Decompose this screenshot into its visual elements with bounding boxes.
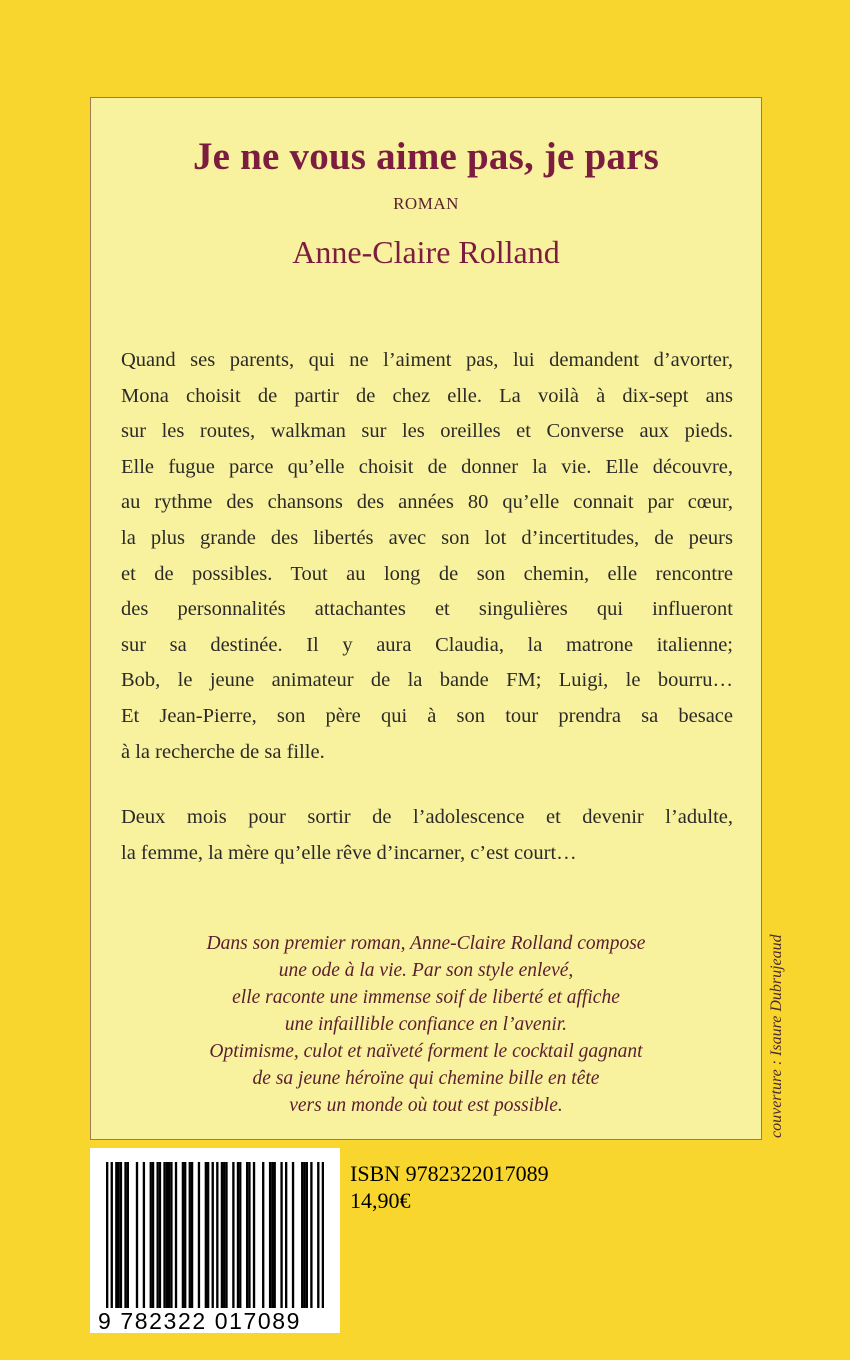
review-line: de sa jeune héroïne qui chemine bille en tête <box>252 1068 600 1089</box>
barcode-bar <box>124 1162 126 1308</box>
barcode-bar <box>269 1162 271 1308</box>
barcode-bar <box>182 1162 184 1308</box>
barcode-bar <box>317 1162 319 1308</box>
review-line: Optimisme, culot et naïveté forment le cocktail gagnant <box>209 1041 643 1062</box>
barcode-bars <box>106 1162 324 1308</box>
barcode-bar <box>117 1162 119 1308</box>
blurb-line: à la recherche de sa fille. <box>121 740 325 763</box>
barcode-bar <box>271 1162 273 1308</box>
barcode-bar <box>322 1162 324 1308</box>
cover-credit: couverture : Isaure Dubrujeaud <box>768 934 785 1138</box>
book-author: Anne-Claire Rolland <box>292 234 560 270</box>
blurb-line: au rythme des chansons des années 80 qu’elle connait par cœur, <box>121 491 733 514</box>
barcode-bar <box>221 1162 223 1308</box>
review-line: une ode à la vie. Par son style enlevé, <box>278 960 574 981</box>
barcode-bar <box>166 1162 168 1308</box>
barcode-bar <box>306 1162 308 1308</box>
blurb-line: des personnalités attachantes et singulières qui influeront <box>121 598 733 621</box>
barcode-bar <box>274 1162 276 1308</box>
blurb-line: Quand ses parents, qui ne l’aiment pas, lui demandent d’avorter, <box>121 349 733 371</box>
review-line: une infaillible confiance en l’avenir. <box>284 1014 568 1035</box>
barcode-bar <box>136 1162 138 1308</box>
barcode-bar <box>207 1162 209 1308</box>
review-quote <box>91 930 761 1119</box>
barcode-bar <box>184 1162 186 1308</box>
barcode-bar <box>115 1162 117 1308</box>
barcode-bar <box>175 1162 177 1308</box>
isbn-number: ISBN 9782322017089 <box>350 1161 549 1186</box>
back-cover-panel <box>90 97 762 1140</box>
barcode-bar <box>216 1162 218 1308</box>
barcode-bar <box>163 1162 165 1308</box>
barcode-bar <box>223 1162 225 1308</box>
blurb-line: la plus grande des libertés avec son lot d’incertitudes, de peurs <box>121 526 733 549</box>
blurb-line: sur sa destinée. Il y aura Claudia, la matrone italienne; <box>121 633 733 656</box>
barcode-bar <box>310 1162 312 1308</box>
book-title: Je ne vous aime pas, je pars <box>192 135 659 178</box>
barcode-bar <box>225 1162 227 1308</box>
barcode-bar <box>212 1162 214 1308</box>
barcode-bar <box>246 1162 248 1308</box>
barcode-bar <box>285 1162 287 1308</box>
barcode-bar <box>127 1162 129 1308</box>
blurb-line: Bob, le jeune animateur de la bande FM; Luigi, le bourru… <box>121 669 733 692</box>
barcode-bar <box>239 1162 241 1308</box>
barcode-bar <box>150 1162 152 1308</box>
review-line: vers un monde où tout est possible. <box>289 1095 563 1116</box>
barcode-bar <box>170 1162 172 1308</box>
barcode-bar <box>106 1162 108 1308</box>
barcode-bar <box>248 1162 250 1308</box>
barcode-bar <box>301 1162 303 1308</box>
barcode-bar <box>237 1162 239 1308</box>
blurb-line: Mona choisit de partir de chez elle. La voilà à dix-sept ans <box>121 384 733 407</box>
barcode-bar <box>189 1162 191 1308</box>
barcode-digits: 9 782322 017089 <box>98 1308 302 1334</box>
blurb-paragraph-1 <box>121 343 733 770</box>
barcode-bar <box>232 1162 234 1308</box>
blurb-paragraph-2 <box>121 800 733 871</box>
blurb-line: Deux mois pour sortir de l’adolescence et devenir l’adulte, <box>121 806 733 828</box>
book-genre: ROMAN <box>393 194 459 213</box>
barcode-bar <box>292 1162 294 1308</box>
book-price: 14,90€ <box>350 1188 411 1213</box>
barcode-bar <box>111 1162 113 1308</box>
barcode <box>90 1148 340 1333</box>
blurb-line: Elle fugue parce qu’elle choisit de donner la vie. Elle découvre, <box>121 455 733 478</box>
blurb-line: Et Jean-Pierre, son père qui à son tour prendra sa besace <box>121 704 733 727</box>
barcode-bar <box>205 1162 207 1308</box>
barcode-bar <box>262 1162 264 1308</box>
barcode-bar <box>191 1162 193 1308</box>
barcode-bar <box>120 1162 122 1308</box>
barcode-bar <box>152 1162 154 1308</box>
barcode-bar <box>303 1162 305 1308</box>
barcode-bar <box>168 1162 170 1308</box>
blurb-line: sur les routes, walkman sur les oreilles et Converse aux pieds. <box>121 420 733 443</box>
barcode-bar <box>253 1162 255 1308</box>
barcode-bar <box>156 1162 158 1308</box>
review-line: Dans son premier roman, Anne-Claire Rolland compose <box>206 933 646 954</box>
review-line: elle raconte une immense soif de liberté et affiche <box>232 987 620 1008</box>
barcode-bar <box>143 1162 145 1308</box>
barcode-bar <box>280 1162 282 1308</box>
barcode-bar <box>198 1162 200 1308</box>
blurb-line: et de possibles. Tout au long de son chemin, elle rencontre <box>121 562 733 585</box>
blurb-line: la femme, la mère qu’elle rêve d’incarner, c’est court… <box>121 841 577 864</box>
barcode-bar <box>159 1162 161 1308</box>
